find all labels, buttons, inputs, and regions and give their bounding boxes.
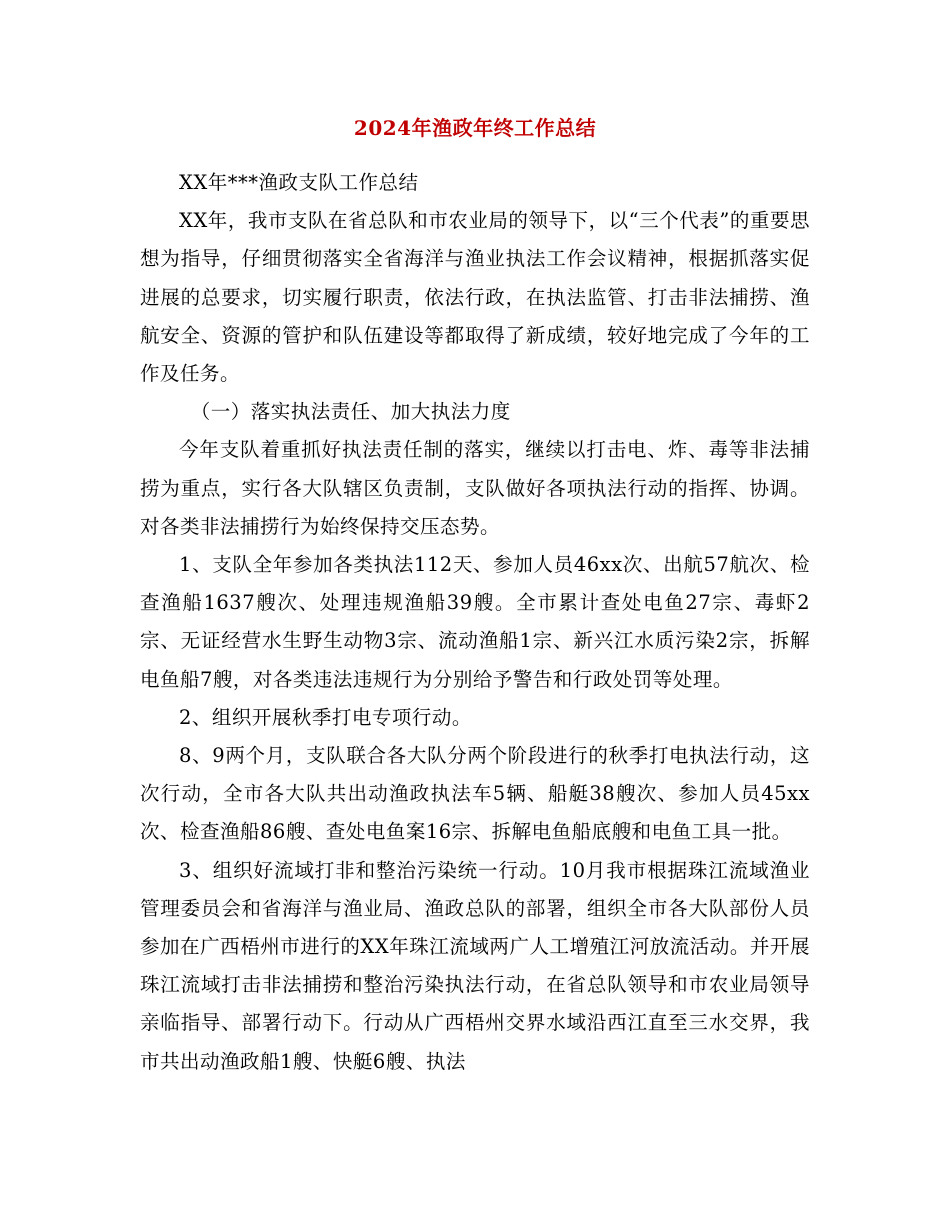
- paragraph-autumn-action: 8、9两个月，支队联合各大队分两个阶段进行的秋季打电执法行动，这次行动，全市各大队共出动渔政执法车5辆、船艇38艘次、参加人员45xx次、检查渔船86艘、查处电鱼案16宗、拆解电鱼船底艘和电鱼工具一批。: [140, 744, 810, 844]
- paragraph-responsibility: 今年支队着重抓好执法责任制的落实，继续以打击电、炸、毒等非法捕捞为重点，实行各大队辖区负责制，支队做好各项执法行动的指挥、协调。对各类非法捕捞行为始终保持交压态势。: [140, 438, 810, 538]
- document-title: 2024年渔政年终工作总结: [353, 116, 597, 140]
- paragraph-item-3: 3、组织好流域打非和整治污染统一行动。10月我市根据珠江流域渔业管理委员会和省海洋与渔业局、渔政总队的部署，组织全市各大队部份人员参加在广西梧州市进行的XX年珠江流域两广人工增殖江河放流活动。并开展珠江流域打击非法捕捞和整治污染执法行动，在省总队领导和市农业局领导亲临指导、部署行动下。行动从广西梧州交界水域沿西江直至三水交界，我市共出动渔政船1艘、快艇6艘、执法: [140, 858, 810, 1073]
- section-heading: （一）落实执法责任、加大执法力度: [190, 400, 511, 424]
- paragraph-intro: XX年，我市支队在省总队和市农业局的领导下，以“三个代表”的重要思想为指导，仔细贯彻落实全省海洋与渔业执法工作会议精神，根据抓落实促进展的总要求，切实履行职责，依法行政，在执法监管、打击非法捕捞、渔航安全、资源的管护和队伍建设等都取得了新成绩，较好地完成了今年的工作及任务。: [140, 209, 810, 386]
- paragraph-subtitle: XX年***渔政支队工作总结: [179, 171, 419, 194]
- paragraph-item-2: 2、组织开展秋季打电专项行动。: [179, 705, 472, 729]
- paragraph-item-1: 1、支队全年参加各类执法112天、参加人员46xx次、出航57航次、检查渔船1637艘次、处理违规渔船39艘。全市累计查处电鱼27宗、毒虾2宗、无证经营水生野生动物3宗、流动渔船1宗、新兴江水质污染2宗，拆解电鱼船7艘，对各类违法违规行为分别给予警告和行政处罚等处理。: [140, 553, 810, 691]
